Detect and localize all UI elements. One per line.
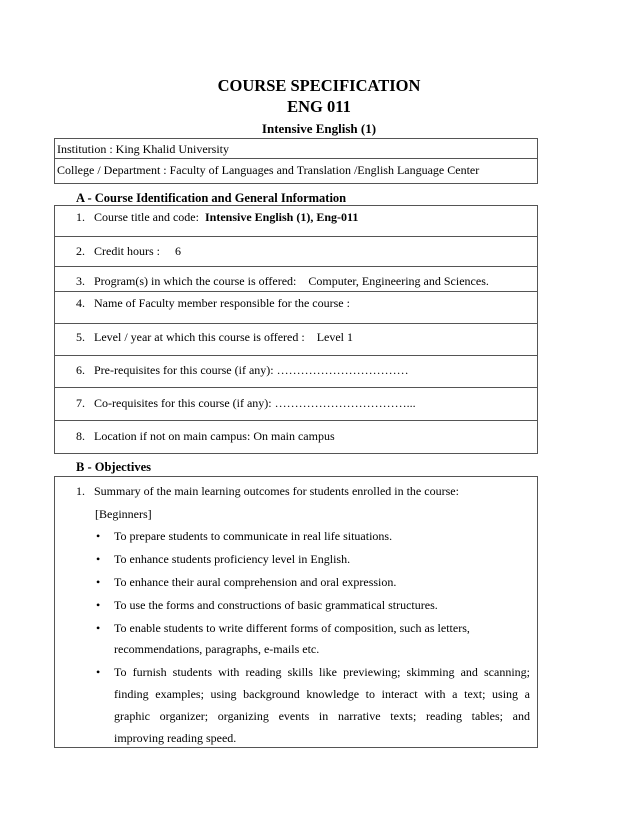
item-number: 8. (76, 429, 85, 443)
item-value: ……………………………... (274, 396, 416, 410)
item-location (76, 429, 335, 443)
item-number: 1. (76, 484, 85, 498)
item-number: 1. (76, 210, 85, 224)
item-number: 6. (76, 363, 85, 377)
section-b-heading: B - Objectives (76, 460, 151, 474)
row-divider (54, 323, 538, 324)
item-label: Program(s) in which the course is offered: (94, 274, 309, 288)
item-value: Level 1 (316, 330, 354, 344)
item-number: 3. (76, 274, 85, 288)
item-label: Course title and code: (94, 210, 205, 224)
course-subtitle: Intensive English (1) (261, 121, 377, 136)
row-divider (54, 291, 538, 292)
bullet-icon: • (96, 598, 101, 612)
section-a-heading: A - Course Identification and General Information (76, 191, 347, 205)
objective-bullet: To enhance students proficiency level in English. (114, 552, 351, 566)
item-prerequisites (76, 363, 409, 377)
item-number: 4. (76, 296, 85, 310)
bullet-icon: • (96, 529, 101, 543)
row-divider (54, 236, 538, 237)
college-line: College / Department : Faculty of Languages and Translation /English Language Center (57, 163, 480, 177)
bullet-icon: • (96, 665, 101, 679)
bullet-icon: • (96, 621, 101, 635)
item-label: Pre-requisites for this course (if any): (94, 363, 277, 377)
item-label: Credit hours : (94, 244, 175, 258)
item-number: 2. (76, 244, 85, 258)
item-faculty-member (76, 296, 350, 310)
institution-line: Institution : King Khalid University (57, 142, 229, 156)
row-divider (54, 420, 538, 421)
item-label: Level / year at which this course is offered : (94, 330, 317, 344)
item-credit-hours (76, 244, 181, 258)
item-value: On main campus (253, 429, 335, 443)
objective-bullet-continuation: recommendations, paragraphs, e-mails etc. (114, 642, 320, 656)
item-number: 7. (76, 396, 85, 410)
objective-bullet: To enable students to write different forms of composition, such as letters, (114, 621, 470, 635)
objective-bullet-continuation: improving reading speed. (114, 731, 237, 745)
objective-bullet: To furnish students with reading skills like previewing; skimming and scanning; (114, 665, 530, 679)
objectives-summary (76, 484, 459, 498)
row-divider (54, 266, 538, 267)
item-value: 6 (175, 244, 181, 258)
item-number: 5. (76, 330, 85, 344)
bullet-icon: • (96, 575, 101, 589)
document-title: COURSE SPECIFICATION (217, 76, 421, 95)
item-corequisites (76, 396, 416, 410)
objective-bullet-continuation: finding examples; using background knowledge to interact with a text; using a (114, 687, 530, 701)
item-value: Intensive English (1), Eng-011 (204, 210, 359, 224)
item-label: Co-requisites for this course (if any): (94, 396, 275, 410)
bullet-icon: • (96, 552, 101, 566)
row-divider (54, 387, 538, 388)
item-label: Location if not on main campus: (94, 429, 254, 443)
institution-divider (54, 158, 538, 159)
item-value: Computer, Engineering and Sciences. (308, 274, 489, 288)
item-label: Name of Faculty member responsible for the course : (94, 296, 350, 310)
item-level (76, 330, 353, 344)
item-course-title (76, 210, 358, 224)
objective-bullet: To prepare students to communicate in real life situations. (114, 529, 393, 543)
row-divider (54, 355, 538, 356)
objective-bullet: To enhance their aural comprehension and oral expression. (114, 575, 397, 589)
objective-bullet-continuation: graphic organizer; organizing events in narrative texts; reading tables; and (114, 709, 530, 723)
item-value: …………………………… (276, 363, 409, 377)
objective-bullet: To use the forms and constructions of basic grammatical structures. (114, 598, 438, 612)
item-programs (76, 274, 489, 288)
course-code-title: ENG 011 (287, 97, 351, 116)
level-note: [Beginners] (95, 507, 152, 521)
item-label: Summary of the main learning outcomes for students enrolled in the course: (94, 484, 459, 498)
